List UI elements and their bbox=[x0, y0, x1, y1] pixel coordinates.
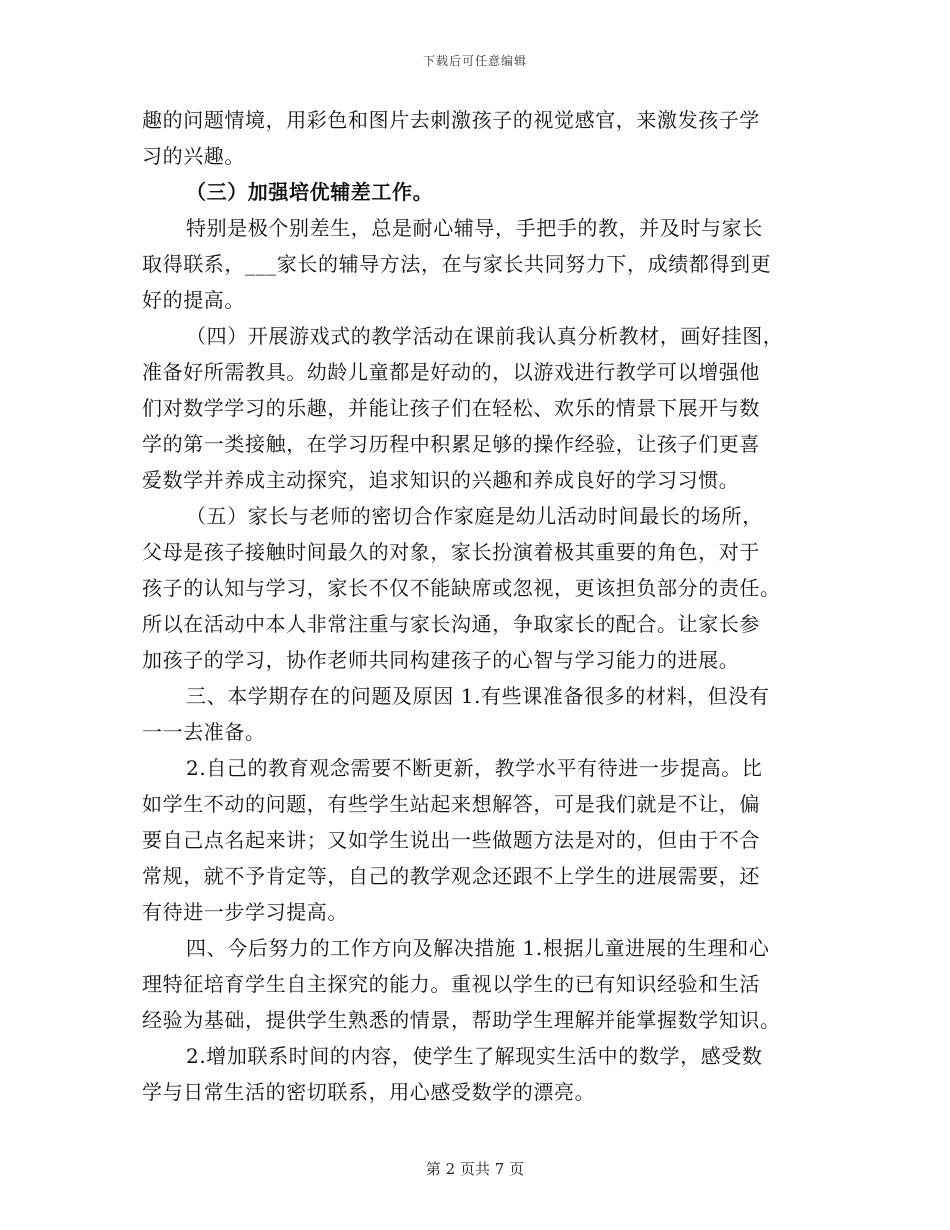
text-line: 特别是极个别差生，总是耐心辅导，手把手的教，并及时与家长 bbox=[186, 216, 763, 240]
text-line: 趣的问题情境，用彩色和图片去刺激孩子的视觉感官，来激发孩子学 bbox=[142, 108, 760, 132]
text-line: 2.自己的教育观念需要不断更新，教学水平有待进一步提高。比 bbox=[186, 756, 763, 780]
section-heading: （三）加强培优辅差工作。 bbox=[186, 180, 434, 204]
text-line: 学的第一类接触，在学习历程中积累足够的操作经验，让孩子们更喜 bbox=[142, 432, 760, 456]
text-line: 爱数学并养成主动探究，追求知识的兴趣和养成良好的学习习惯。 bbox=[142, 468, 740, 492]
page-footer: 第 2 页共 7 页 bbox=[425, 1160, 525, 1178]
text-line: 习的兴趣。 bbox=[142, 144, 245, 168]
page-header: 下载后可任意编辑 bbox=[422, 54, 527, 68]
text-line: 理特征培育学生自主探究的能力。重视以学生的已有知识经验和生活 bbox=[142, 972, 760, 996]
text-line: （四）开展游戏式的教学活动在课前我认真分析教材，画好挂图， bbox=[186, 324, 784, 348]
text-line: （五）家长与老师的密切合作家庭是幼儿活动时间最长的场所， bbox=[186, 504, 763, 528]
text-line: 准备好所需教具。幼龄儿童都是好动的，以游戏进行教学可以增强他 bbox=[142, 360, 760, 384]
text-line: 所以在活动中本人非常注重与家长沟通，争取家长的配合。让家长参 bbox=[142, 612, 760, 636]
text-line: 加孩子的学习，协作老师共同构建孩子的心智与学习能力的进展。 bbox=[142, 648, 740, 672]
text-line: 好的提高。 bbox=[142, 288, 245, 312]
text-line: 一一去准备。 bbox=[142, 720, 266, 744]
text-line: 要自己点名起来讲；又如学生说出一些做题方法是对的，但由于不合 bbox=[142, 828, 760, 852]
text-line: 2.增加联系时间的内容，使学生了解现实生活中的数学，感受数 bbox=[186, 1044, 763, 1068]
text-line: 学与日常生活的密切联系，用心感受数学的漂亮。 bbox=[142, 1080, 596, 1104]
text-line: 经验为基础，提供学生熟悉的情景，帮助学生理解并能掌握数学知识。 bbox=[142, 1008, 781, 1032]
text-line: 常规，就不予肯定等，自己的教学观念还跟不上学生的进展需要，还 bbox=[142, 864, 760, 888]
text-line: 四、今后努力的工作方向及解决措施 1.根据儿童进展的生理和心 bbox=[186, 936, 770, 960]
text-line: 有待进一步学习提高。 bbox=[142, 900, 348, 924]
text-line: 们对数学学习的乐趣，并能让孩子们在轻松、欢乐的情景下展开与数 bbox=[142, 396, 760, 420]
text-line: 三、本学期存在的问题及原因 1.有些课准备很多的材料，但没有 bbox=[186, 684, 770, 708]
document-body bbox=[142, 102, 810, 1110]
text-line: 取得联系，___家长的辅导方法，在与家长共同努力下，成绩都得到更 bbox=[142, 252, 772, 276]
text-line: 如学生不动的问题，有些学生站起来想解答，可是我们就是不让，偏 bbox=[142, 792, 760, 816]
text-line: 孩子的认知与学习，家长不仅不能缺席或忽视，更该担负部分的责任。 bbox=[142, 576, 781, 600]
text-line: 父母是孩子接触时间最久的对象，家长扮演着极其重要的角色，对于 bbox=[142, 540, 760, 564]
